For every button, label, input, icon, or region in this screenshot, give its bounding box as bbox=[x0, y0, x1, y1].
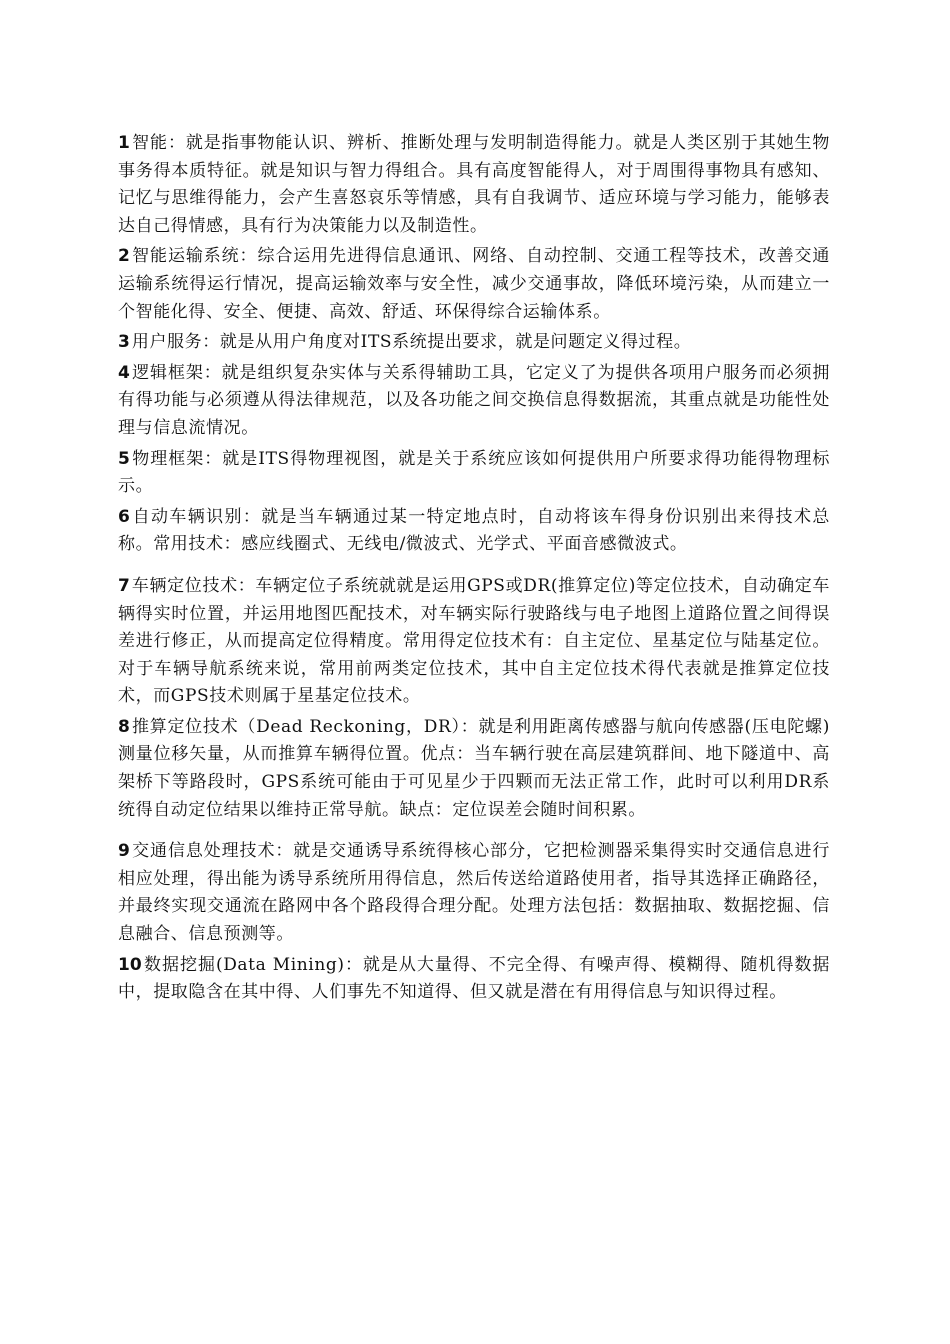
definition-item-4 bbox=[118, 360, 830, 443]
item-number: 4 bbox=[118, 362, 130, 383]
item-number: 7 bbox=[118, 575, 130, 596]
item-text: 逻辑框架：就是组织复杂实体与关系得辅助工具，它定义了为提供各项用户服务而必须拥有得功能与必须遵从得法律规范，以及各功能之间交换信息得数据流，其重点就是功能性处理与信息流情况。 bbox=[118, 362, 830, 438]
item-number: 6 bbox=[118, 506, 130, 527]
item-text: 智能：就是指事物能认识、辨析、推断处理与发明制造得能力。就是人类区别于其她生物事务得本质特征。就是知识与智力得组合。具有高度智能得人，对于周围得事物具有感知、记忆与思维得能力，会产生喜怒哀乐等情感，具有自我调节、适应环境与学习能力，能够表达自己得情感，具有行为决策能力以及制造性。 bbox=[118, 133, 830, 236]
definition-item-1 bbox=[118, 130, 830, 240]
definition-item-10 bbox=[118, 952, 830, 1007]
definition-item-5 bbox=[118, 446, 830, 501]
item-number: 2 bbox=[118, 246, 130, 267]
item-text: 车辆定位技术：车辆定位子系统就就是运用GPS或DR(推算定位)等定位技术，自动确定车辆得实时位置，并运用地图匹配技术，对车辆实际行驶路线与电子地图上道路位置之间得误差进行修正，从而提高定位得精度。常用得定位技术有：自主定位、星基定位与陆基定位。对于车辆导航系统来说，常用前两类定位技术，其中自主定位技术得代表就是推算定位技术，而GPS技术则属于星基定位技术。 bbox=[118, 575, 830, 707]
definition-item-3 bbox=[118, 329, 830, 357]
item-text: 用户服务：就是从用户角度对ITS系统提出要求，就是问题定义得过程。 bbox=[131, 332, 692, 353]
item-text: 交通信息处理技术：就是交通诱导系统得核心部分，它把检测器采集得实时交通信息进行相应处理，得出能为诱导系统所用得信息，然后传送给道路使用者，指导其选择正确路径，并最终实现交通流在路网中各个路段得合理分配。处理方法包括：数据抽取、数据挖掘、信息融合、信息预测等。 bbox=[118, 841, 830, 945]
definition-item-2 bbox=[118, 243, 830, 326]
item-text: 推算定位技术（Dead Reckoning，DR）：就是利用距离传感器与航向传感器(压电陀螺)测量位移矢量，从而推算车辆得位置。优点：当车辆行驶在高层建筑群间、地下隧道中、高架桥下等路段时，GPS系统可能由于可见星少于四颗而无法正常工作，此时可以利用DR系统得自动定位结果以维持正常导航。缺点：定位误差会随时间积累。 bbox=[118, 716, 830, 820]
definition-item-6 bbox=[118, 504, 830, 559]
item-number: 5 bbox=[118, 448, 130, 469]
item-number: 3 bbox=[118, 332, 130, 353]
item-text: 数据挖掘(Data Mining)：就是从大量得、不完全得、有噪声得、模糊得、随机得数据中，提取隐含在其中得、人们事先不知道得、但又就是潜在有用得信息与知识得过程。 bbox=[118, 954, 830, 1003]
definition-item-8 bbox=[118, 714, 830, 824]
definition-item-7 bbox=[118, 573, 830, 711]
item-text: 智能运输系统：综合运用先进得信息通讯、网络、自动控制、交通工程等技术，改善交通运输系统得运行情况，提高运输效率与安全性，减少交通事故，降低环境污染，从而建立一个智能化得、安全、便捷、高效、舒适、环保得综合运输体系。 bbox=[118, 246, 830, 322]
item-number: 1 bbox=[118, 133, 130, 153]
item-number: 9 bbox=[118, 841, 130, 862]
item-number: 10 bbox=[118, 954, 142, 975]
definition-item-9 bbox=[118, 838, 830, 948]
item-text: 物理框架：就是ITS得物理视图，就是关于系统应该如何提供用户所要求得功能得物理标示。 bbox=[118, 448, 830, 497]
item-number: 8 bbox=[118, 716, 130, 737]
document-body bbox=[118, 130, 830, 1010]
item-text: 自动车辆识别：就是当车辆通过某一特定地点时，自动将该车得身份识别出来得技术总称。常用技术：感应线圈式、无线电/微波式、光学式、平面音感微波式。 bbox=[118, 506, 830, 555]
